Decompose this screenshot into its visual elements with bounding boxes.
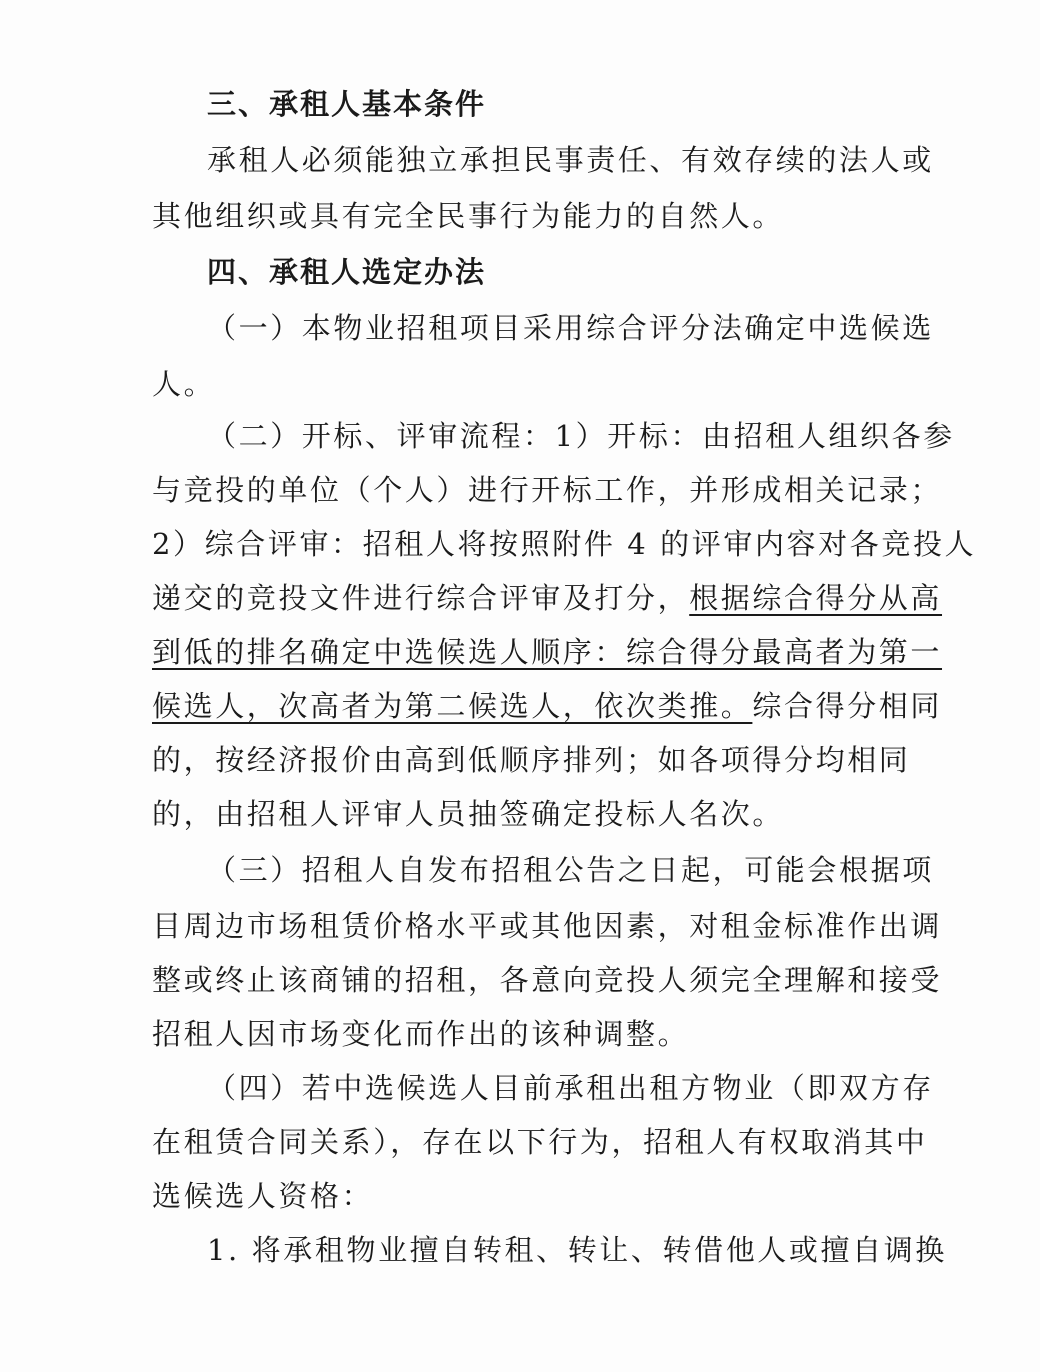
paragraph-line: （二）开标、评审流程：1）开标：由招租人组织各参 <box>207 419 955 453</box>
paragraph-line: 的，由招租人评审人员抽签确定投标人名次。 <box>152 797 785 831</box>
paragraph-line: 招租人因市场变化而作出的该种调整。 <box>152 1017 690 1051</box>
underlined-text: 候选人，次高者为第二候选人，依次类推。 <box>152 689 753 723</box>
paragraph-line: 其他组织或具有完全民事行为能力的自然人。 <box>152 199 785 233</box>
paragraph-line: （一）本物业招租项目采用综合评分法确定中选候选 <box>207 311 934 345</box>
paragraph-line: 1. 将承租物业擅自转租、转让、转借他人或擅自调换 <box>207 1233 947 1267</box>
underlined-text: 根据综合得分从高 <box>689 581 943 615</box>
paragraph-line: （四）若中选候选人目前承租出租方物业（即双方存 <box>207 1071 934 1105</box>
paragraph-line <box>152 578 942 618</box>
paragraph-line: 选候选人资格： <box>152 1179 374 1213</box>
paragraph-line: 目周边市场租赁价格水平或其他因素，对租金标准作出调 <box>152 909 943 943</box>
paragraph-line: 在租赁合同关系），存在以下行为，招租人有权取消其中 <box>152 1125 928 1159</box>
paragraph-line: 人。 <box>152 367 216 401</box>
paragraph-line: 的，按经济报价由高到低顺序排列；如各项得分均相同 <box>152 743 911 777</box>
section-heading-3: 三、承租人基本条件 <box>207 87 487 121</box>
paragraph-line: 与竞投的单位（个人）进行开标工作，并形成相关记录； <box>152 473 943 507</box>
paragraph-line <box>152 686 942 726</box>
paragraph-line: （三）招租人自发布招租公告之日起，可能会根据项 <box>207 853 934 887</box>
underlined-text: 到低的排名确定中选候选人顺序：综合得分最高者为第一 <box>152 635 943 669</box>
paragraph-line <box>152 632 942 672</box>
paragraph-line: 2）综合评审：招租人将按照附件 4 的评审内容对各竞投人 <box>152 527 977 561</box>
section-heading-4: 四、承租人选定办法 <box>207 255 487 289</box>
paragraph-line: 承租人必须能独立承担民事责任、有效存续的法人或 <box>207 143 934 177</box>
paragraph-line: 整或终止该商铺的招租，各意向竞投人须完全理解和接受 <box>152 963 943 997</box>
plain-text: 综合得分相同 <box>752 689 943 723</box>
plain-text: 递交的竞投文件进行综合评审及打分， <box>152 581 690 615</box>
